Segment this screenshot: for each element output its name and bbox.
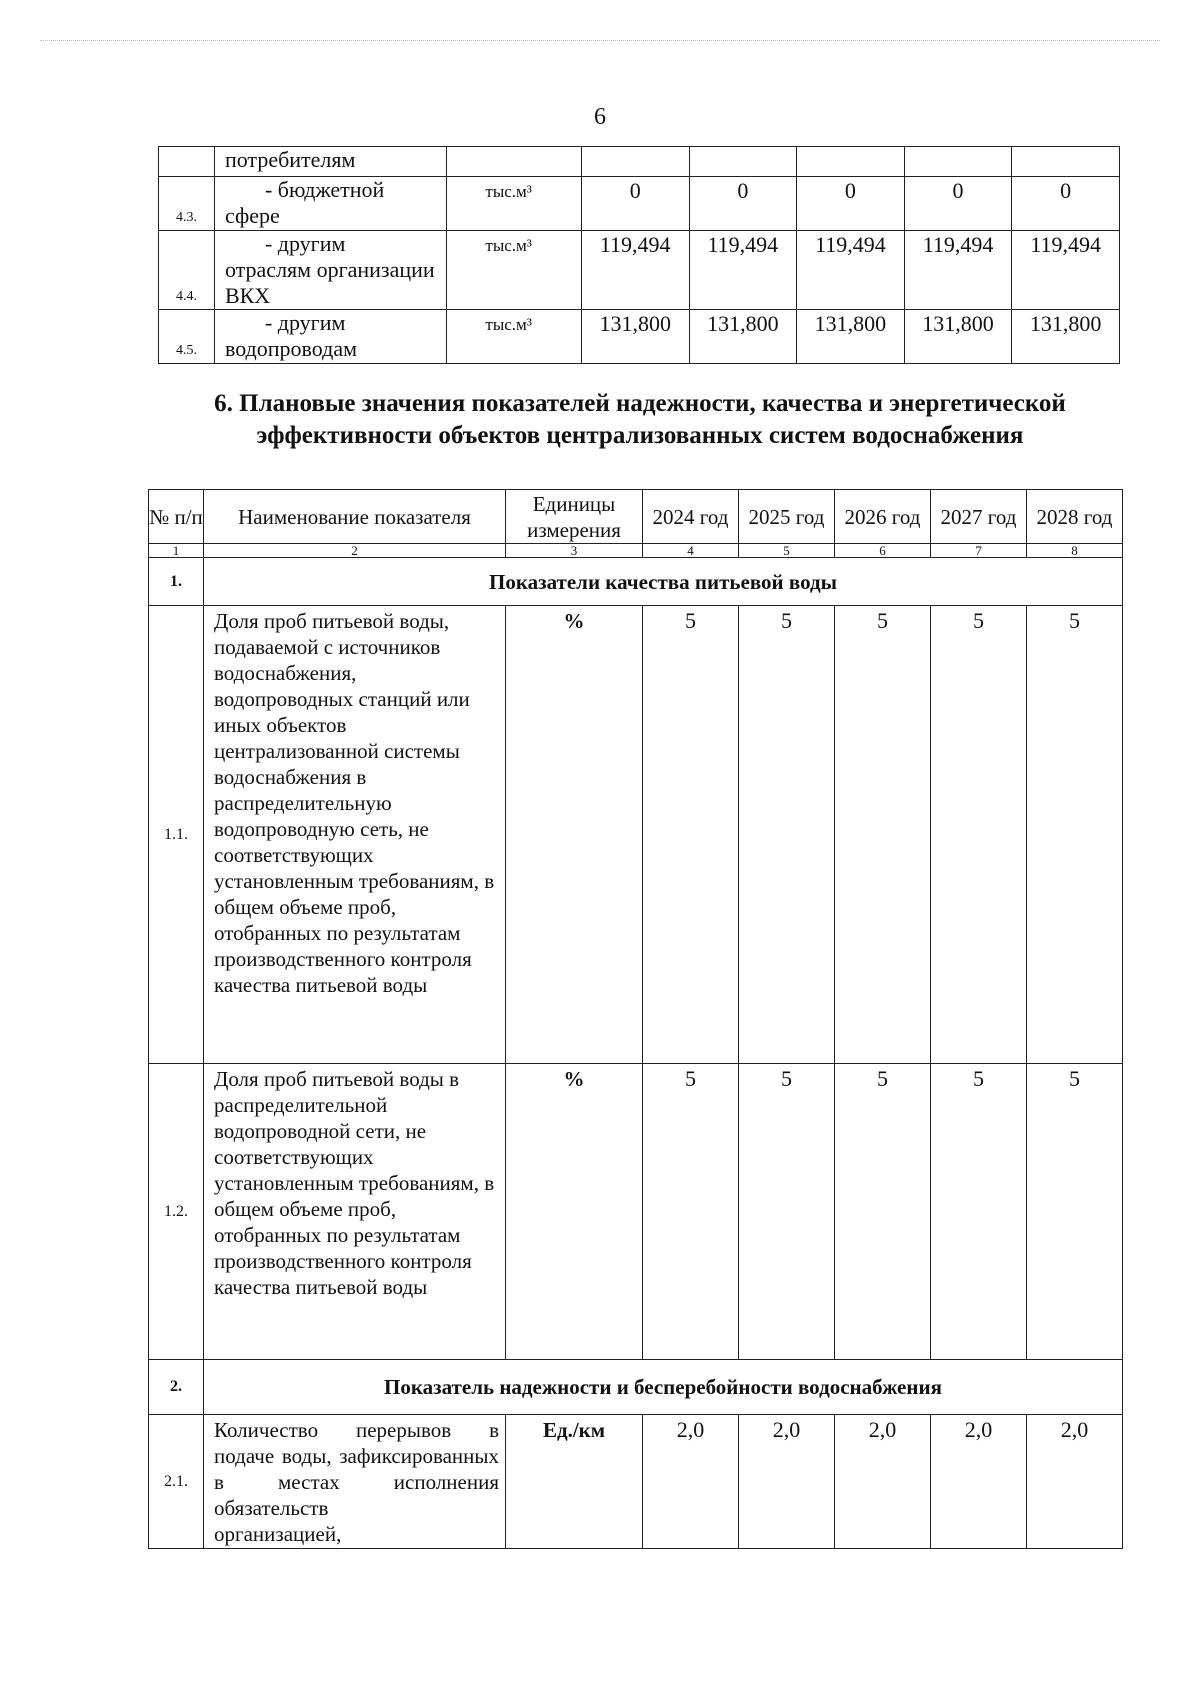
header-row bbox=[149, 490, 1123, 544]
column-number: 3 bbox=[506, 544, 643, 558]
row-name bbox=[214, 177, 446, 231]
section-number: 2. bbox=[149, 1360, 204, 1415]
row-name bbox=[214, 231, 446, 310]
row-number: 1.1. bbox=[149, 606, 204, 1064]
row-name-rest: отраслям организации ВКХ bbox=[224, 257, 435, 308]
section-title: Показатели качества питьевой воды bbox=[204, 558, 1123, 606]
table-row bbox=[159, 310, 1120, 364]
row-value: 0 bbox=[1012, 177, 1120, 231]
row-value: 5 bbox=[739, 1064, 835, 1360]
row-value: 5 bbox=[931, 606, 1027, 1064]
row-value: 0 bbox=[581, 177, 689, 231]
row-name bbox=[204, 1415, 506, 1549]
row-name-rest: водопроводам bbox=[224, 336, 358, 361]
column-number: 6 bbox=[835, 544, 931, 558]
column-number: 7 bbox=[931, 544, 1027, 558]
row-value: 5 bbox=[643, 1064, 739, 1360]
row-name: потребителям bbox=[214, 147, 446, 177]
row-value: 5 bbox=[739, 606, 835, 1064]
row-value: 119,494 bbox=[581, 231, 689, 310]
row-unit: тыс.м³ bbox=[447, 310, 582, 364]
row-number: 4.5. bbox=[159, 310, 215, 364]
row-value: 5 bbox=[835, 606, 931, 1064]
row-value: 5 bbox=[1027, 606, 1123, 1064]
row-number bbox=[159, 147, 215, 177]
row-value: 5 bbox=[1027, 1064, 1123, 1360]
page-number: 6 bbox=[594, 104, 606, 130]
row-value: 2,0 bbox=[643, 1415, 739, 1549]
section-row bbox=[149, 558, 1123, 606]
row-name: Доля проб питьевой воды, подаваемой с источников водоснабжения, водопроводных станций или иных объектов централизованной системы водоснабжения в распределительную водопроводную сеть, не соответствующих установленным требованиям, в общем объеме проб, отобранных по результатам производственного контроля качества питьевой воды bbox=[204, 606, 506, 1064]
row-value: 119,494 bbox=[797, 231, 905, 310]
row-value: 2,0 bbox=[739, 1415, 835, 1549]
scan-artifact-line bbox=[40, 40, 1160, 41]
column-number: 4 bbox=[643, 544, 739, 558]
row-value: 5 bbox=[931, 1064, 1027, 1360]
row-unit: % bbox=[506, 606, 643, 1064]
header-year: 2024 год bbox=[643, 490, 739, 544]
row-value bbox=[689, 147, 797, 177]
header-year: 2027 год bbox=[931, 490, 1027, 544]
row-name-line1: - бюджетной bbox=[264, 177, 385, 202]
row-value bbox=[581, 147, 689, 177]
section-heading: 6. Плановые значения показателей надежности, качества и энергетической эффективности объектов централизованных систем водоснабжения bbox=[214, 390, 1066, 449]
row-value: 119,494 bbox=[1012, 231, 1120, 310]
row-value bbox=[904, 147, 1012, 177]
row-value: 0 bbox=[904, 177, 1012, 231]
column-number: 5 bbox=[739, 544, 835, 558]
row-value: 131,800 bbox=[689, 310, 797, 364]
row-value: 131,800 bbox=[904, 310, 1012, 364]
row-value: 0 bbox=[689, 177, 797, 231]
row-name bbox=[214, 310, 446, 364]
column-number: 8 bbox=[1027, 544, 1123, 558]
table-row bbox=[159, 147, 1120, 177]
table-row bbox=[149, 606, 1123, 1064]
row-unit: тыс.м³ bbox=[447, 231, 582, 310]
header-year: 2028 год bbox=[1027, 490, 1123, 544]
header-num: № п/п bbox=[149, 490, 204, 544]
section-title: Показатель надежности и бесперебойности водоснабжения bbox=[204, 1360, 1123, 1415]
column-number: 1 bbox=[149, 544, 204, 558]
row-value: 2,0 bbox=[1027, 1415, 1123, 1549]
row-value: 2,0 bbox=[835, 1415, 931, 1549]
row-name: Доля проб питьевой воды в распределительной водопроводной сети, не соответствующих установленным требованиям, в общем объеме проб, отобранных по результатам производственного контроля качества питьевой воды bbox=[204, 1064, 506, 1360]
supply-table bbox=[158, 146, 1120, 364]
row-value: 5 bbox=[643, 606, 739, 1064]
row-unit bbox=[447, 147, 582, 177]
row-name-text: Количество перерывов в подаче воды, зафиксированных в местах исполнения обязательств bbox=[214, 1418, 499, 1520]
row-value: 131,800 bbox=[581, 310, 689, 364]
column-number: 2 bbox=[204, 544, 506, 558]
table-row bbox=[149, 1064, 1123, 1360]
header-year: 2025 год bbox=[739, 490, 835, 544]
row-number: 1.2. bbox=[149, 1064, 204, 1360]
row-value: 5 bbox=[835, 1064, 931, 1360]
row-number: 4.3. bbox=[159, 177, 215, 231]
row-name-rest: сфере bbox=[224, 203, 280, 228]
table-row bbox=[159, 231, 1120, 310]
row-value bbox=[797, 147, 905, 177]
table-row bbox=[149, 1415, 1123, 1549]
row-value bbox=[1012, 147, 1120, 177]
header-unit: Единицы измерения bbox=[506, 490, 643, 544]
section-number: 1. bbox=[149, 558, 204, 606]
row-name-line1: - другим bbox=[264, 310, 346, 335]
column-number-row bbox=[149, 544, 1123, 558]
row-value: 0 bbox=[797, 177, 905, 231]
header-name: Наименование показателя bbox=[204, 490, 506, 544]
row-value: 2,0 bbox=[931, 1415, 1027, 1549]
table-row bbox=[159, 177, 1120, 231]
row-number: 4.4. bbox=[159, 231, 215, 310]
row-name-last-line: организацией, bbox=[214, 1522, 342, 1546]
header-year: 2026 год bbox=[835, 490, 931, 544]
row-name-line1: - другим bbox=[264, 231, 346, 256]
indicators-table bbox=[148, 489, 1123, 1549]
row-unit: Ед./км bbox=[506, 1415, 643, 1549]
section-row bbox=[149, 1360, 1123, 1415]
row-value: 119,494 bbox=[689, 231, 797, 310]
row-unit: тыс.м³ bbox=[447, 177, 582, 231]
row-value: 131,800 bbox=[797, 310, 905, 364]
row-number: 2.1. bbox=[149, 1415, 204, 1549]
row-unit: % bbox=[506, 1064, 643, 1360]
row-value: 119,494 bbox=[904, 231, 1012, 310]
row-value: 131,800 bbox=[1012, 310, 1120, 364]
